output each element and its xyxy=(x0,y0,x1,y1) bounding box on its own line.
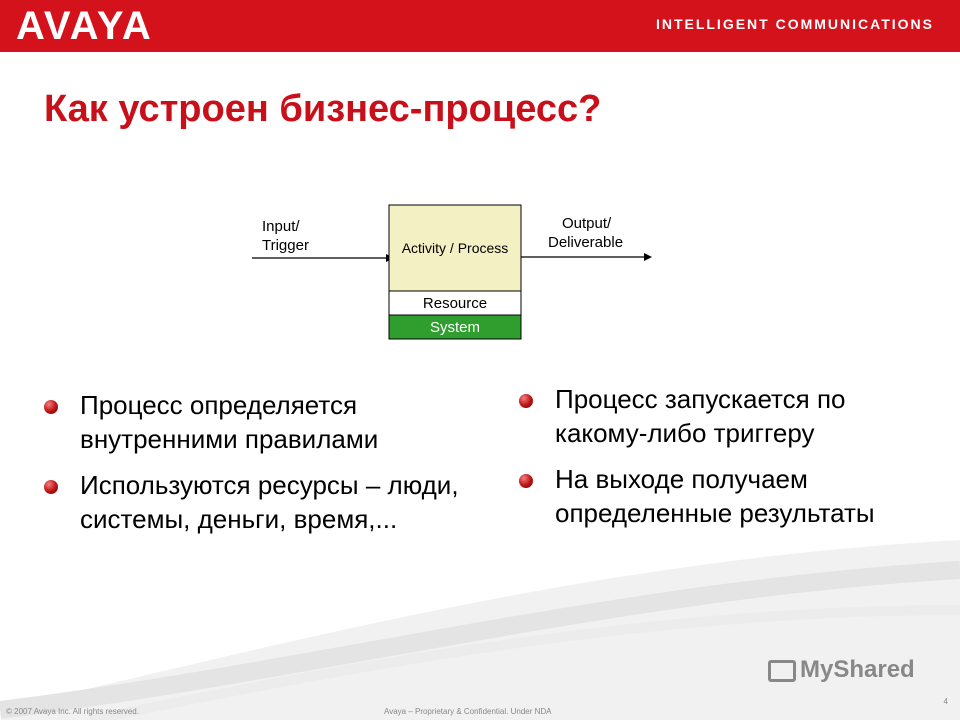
system-label: System xyxy=(429,319,480,336)
page-number: 4 xyxy=(943,697,948,706)
bullet-text: На выходе получаем определенные результаты xyxy=(555,464,875,528)
footer-copyright: © 2007 Avaya Inc. All rights reserved. xyxy=(6,707,139,716)
bullet-text: Процесс запускается по какому-либо триггеру xyxy=(555,384,846,448)
header-bar xyxy=(0,0,960,52)
bullet-item xyxy=(44,468,464,536)
resource-label: Resource xyxy=(422,295,488,312)
output-arrowhead-icon xyxy=(644,253,652,261)
process-diagram xyxy=(240,195,680,355)
footer-confidential: Avaya – Proprietary & Confidential. Under NDA xyxy=(384,707,552,716)
bullet-dot-icon xyxy=(44,400,58,414)
decorative-swoosh xyxy=(0,520,960,720)
left-bullet-list xyxy=(44,388,464,548)
tagline: INTELLIGENT COMMUNICATIONS xyxy=(655,16,934,32)
bullet-dot-icon xyxy=(44,480,58,494)
bullet-text: Процесс определяется внутренними правилами xyxy=(80,390,379,454)
bullet-dot-icon xyxy=(519,474,533,488)
right-bullet-list xyxy=(519,382,929,542)
bullet-dot-icon xyxy=(519,394,533,408)
bullet-text: Используются ресурсы – люди, системы, деньги, время,... xyxy=(80,470,459,534)
output-label-line2: Deliverable xyxy=(548,234,624,251)
input-label-line2: Trigger xyxy=(262,237,309,254)
myshared-watermark xyxy=(768,656,915,684)
avaya-logo: AVAYA xyxy=(16,4,153,48)
bullet-item xyxy=(44,388,464,456)
process-label: Activity / Process xyxy=(401,240,509,256)
input-label-line1: Input/ xyxy=(262,218,300,235)
bullet-item xyxy=(519,462,929,530)
bullet-item xyxy=(519,382,929,450)
watermark-text: MyShared xyxy=(800,656,915,683)
output-label-line1: Output/ xyxy=(562,215,612,232)
slide-title: Как устроен бизнес-процесс? xyxy=(44,88,602,130)
monitor-icon xyxy=(768,660,796,682)
